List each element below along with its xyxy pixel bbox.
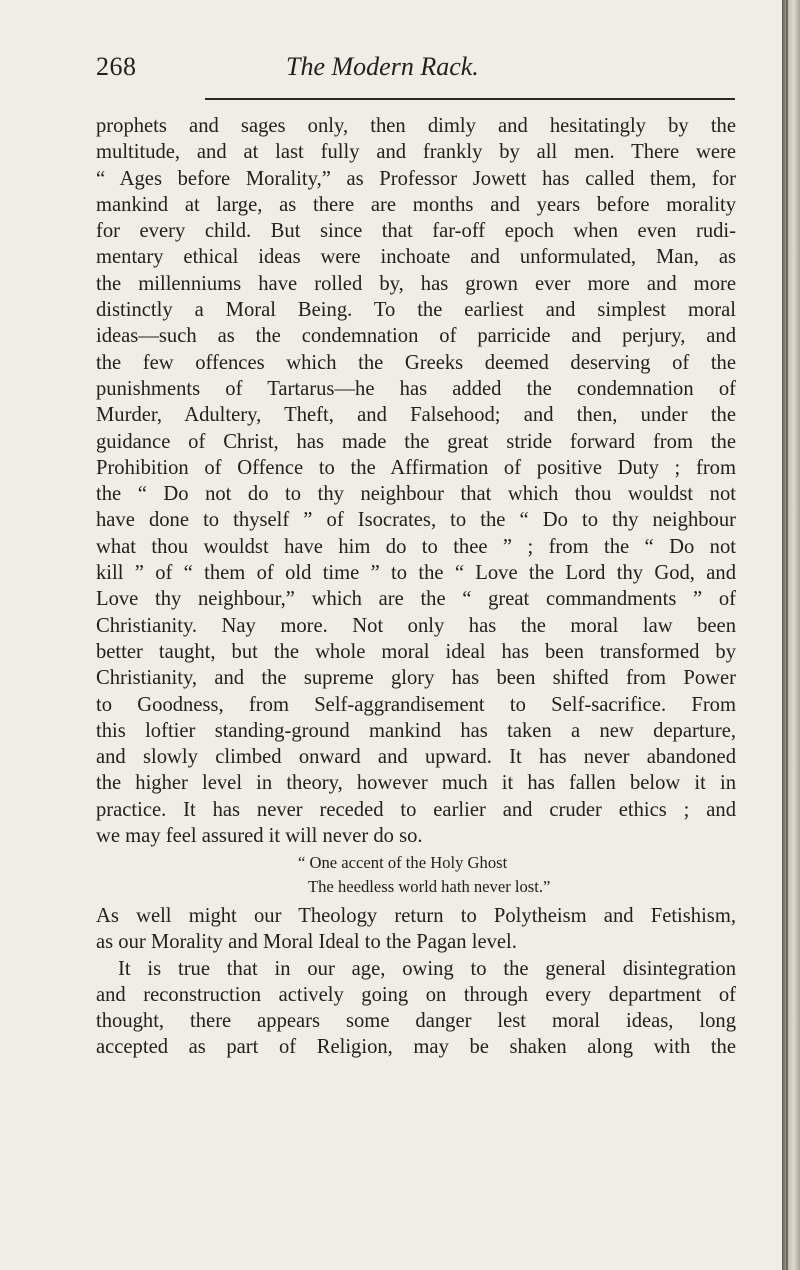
text-line: for every child. But since that far-off epoch when even rudi-	[96, 220, 736, 243]
text-line: we may feel assured it will never do so.	[96, 825, 423, 848]
text-line: guidance of Christ, has made the great stride forward from the	[96, 430, 736, 453]
text-line: Prohibition of Offence to the Affirmation of positive Duty ; from	[96, 456, 736, 479]
page-number: 268	[96, 52, 137, 81]
text-line: and reconstruction actively going on through every department of	[96, 983, 736, 1006]
text-line: prophets and sages only, then dimly and hesitatingly by the	[96, 115, 736, 137]
paragraph-2	[96, 903, 736, 1061]
text-line: thought, there appears some danger lest moral ideas, long	[96, 1010, 736, 1033]
text-line: It is true that in our age, owing to the general disintegration	[118, 957, 736, 980]
text-line: to Goodness, from Self-aggrandisement to Self-sacrifice. From	[96, 693, 736, 716]
quotation-line: “ One accent of the Holy Ghost	[298, 853, 508, 872]
text-line: Murder, Adultery, Theft, and Falsehood; and then, under the	[96, 404, 736, 427]
text-line: this loftier standing-ground mankind has taken a new departure,	[96, 719, 736, 742]
text-line: the higher level in theory, however much it has fallen below it in	[96, 772, 736, 795]
text-line: Christianity, and the supreme glory has been shifted from Power	[96, 667, 736, 690]
text-line: the few offences which the Greeks deemed deserving of the	[96, 351, 736, 374]
text-line: what thou wouldst have him do to thee ” ; from the “ Do not	[96, 535, 736, 558]
text-line: as our Morality and Moral Ideal to the Pagan level.	[96, 931, 517, 954]
text-line: have done to thyself ” of Isocrates, to the “ Do to thy neighbour	[96, 509, 736, 532]
text-line: practice. It has never receded to earlier and cruder ethics ; and	[96, 798, 736, 821]
text-line: mankind at large, as there are months and years before morality	[96, 193, 736, 216]
text-line: mentary ethical ideas were inchoate and unformulated, Man, as	[96, 246, 736, 269]
header-rule	[205, 98, 735, 100]
running-title: The Modern Rack.	[286, 52, 479, 81]
text-line: multitude, and at last fully and frankly by all men. There were	[96, 141, 736, 164]
page-edge	[782, 0, 800, 1270]
text-line: accepted as part of Religion, may be shaken along with the	[96, 1036, 736, 1059]
text-line: ideas—such as the condemnation of parricide and perjury, and	[96, 325, 736, 348]
text-line: Christianity. Nay more. Not only has the moral law been	[96, 614, 736, 637]
text-line: “ Ages before Morality,” as Professor Jowett has called them, for	[96, 167, 736, 190]
text-line: As well might our Theology return to Polytheism and Fetishism,	[96, 905, 736, 927]
text-line: Love thy neighbour,” which are the “ great commandments ” of	[96, 588, 736, 611]
text-line: kill ” of “ them of old time ” to the “ Love the Lord thy God, and	[96, 562, 736, 585]
text-line: the “ Do not do to thy neighbour that which thou wouldst not	[96, 483, 736, 506]
text-line: punishments of Tartarus—he has added the condemnation of	[96, 377, 736, 400]
paragraph-1	[96, 113, 736, 849]
text-line: better taught, but the whole moral ideal has been transformed by	[96, 640, 736, 663]
text-line: and slowly climbed onward and upward. It has never abandoned	[96, 746, 736, 769]
text-line: the millenniums have rolled by, has grown ever more and more	[96, 272, 736, 295]
text-line: distinctly a Moral Being. To the earliest and simplest moral	[96, 299, 736, 322]
quotation-line: The heedless world hath never lost.”	[308, 877, 551, 896]
binding-shadow	[786, 0, 788, 1270]
page-header	[96, 52, 736, 86]
